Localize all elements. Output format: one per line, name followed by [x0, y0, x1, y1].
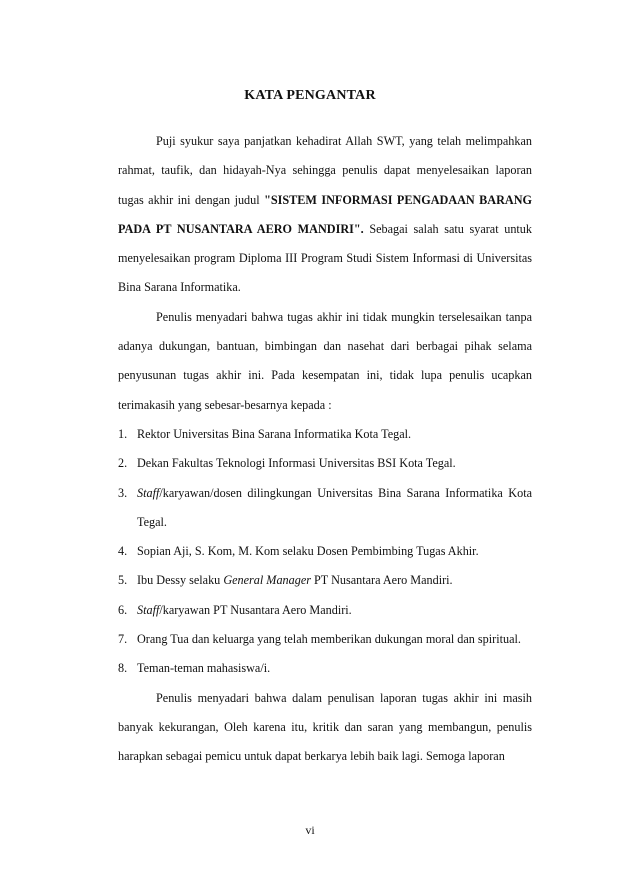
list-item [118, 596, 532, 625]
list-item-emphasis: Staff [137, 485, 160, 500]
list-item-text: Rektor Universitas Bina Sarana Informatika Kota Tegal. [137, 426, 412, 441]
list-item [118, 420, 532, 449]
list-item-number: 7. [118, 632, 128, 647]
paragraph-thanks: Penulis menyadari bahwa tugas akhir ini tidak mungkin terselesaikan tanpa adanya dukungan, bantuan, bimbingan dan nasehat dari berbagai pihak selama penyusunan tugas akhir ini. Pada kesempatan ini, tidak lupa penulis ucapkan terimakasih yang sebesar-besarnya kepada : [118, 309, 532, 412]
acknowledgement-list [118, 420, 532, 684]
list-item-number: 1. [118, 426, 128, 441]
list-item-emphasis: General Manager [223, 573, 311, 588]
list-item-text: /karyawan PT Nusantara Aero Mandiri. [159, 602, 352, 617]
list-item-text: Dekan Fakultas Teknologi Informasi Universitas BSI Kota Tegal. [137, 456, 456, 471]
paragraph-closing: Penulis menyadari bahwa dalam penulisan laporan tugas akhir ini masih banyak kekurangan, Oleh karena itu, kritik dan saran yang membangun, penulis harapkan sebagai pemicu untuk dapat berkarya lebih baik lagi. Semoga laporan [118, 690, 532, 764]
list-item [118, 479, 532, 538]
list-item [118, 566, 532, 595]
list-item [118, 654, 532, 683]
paragraph-intro-text-b: Sebagai salah satu syarat untuk menyelesaikan program Diploma III Program Studi Sistem Informasi di Universitas Bina Sarana Informatika. [118, 221, 532, 295]
list-item-text: /karyawan/dosen dilingkungan Universitas Bina Sarana Informatika Kota Tegal. [137, 485, 532, 529]
list-item [118, 537, 532, 566]
thesis-title: "SISTEM INFORMASI PENGADAAN BARANG PADA PT NUSANTARA AERO MANDIRI". [118, 192, 532, 236]
list-item-number: 4. [118, 544, 128, 559]
document-body [118, 127, 532, 772]
paragraph-intro-text-a: Puji syukur saya panjatkan kehadirat Allah SWT, yang telah melimpahkan rahmat, taufik, dan hidayah-Nya sehingga penulis dapat menyelesaikan laporan tugas akhir ini dengan judul [118, 134, 532, 207]
list-item-number: 3. [118, 485, 128, 500]
list-item-number: 8. [118, 661, 128, 676]
list-item-number: 5. [118, 573, 128, 588]
list-item-emphasis: Staff [137, 602, 160, 617]
list-item-number: 6. [118, 602, 128, 617]
list-item-text: PT Nusantara Aero Mandiri. [310, 573, 453, 588]
list-item [118, 449, 532, 478]
list-item-text: Orang Tua dan keluarga yang telah memberikan dukungan moral dan spiritual. [137, 632, 521, 647]
page-number: vi [305, 823, 315, 837]
list-item [118, 625, 532, 654]
paragraph-intro [118, 127, 532, 303]
list-item-text: Ibu Dessy selaku [137, 573, 224, 588]
list-item-text: Sopian Aji, S. Kom, M. Kom selaku Dosen Pembimbing Tugas Akhir. [137, 544, 479, 559]
list-item-text: Teman-teman mahasiswa/i. [137, 661, 271, 676]
page-title: KATA PENGANTAR [244, 88, 376, 103]
list-item-number: 2. [118, 456, 128, 471]
